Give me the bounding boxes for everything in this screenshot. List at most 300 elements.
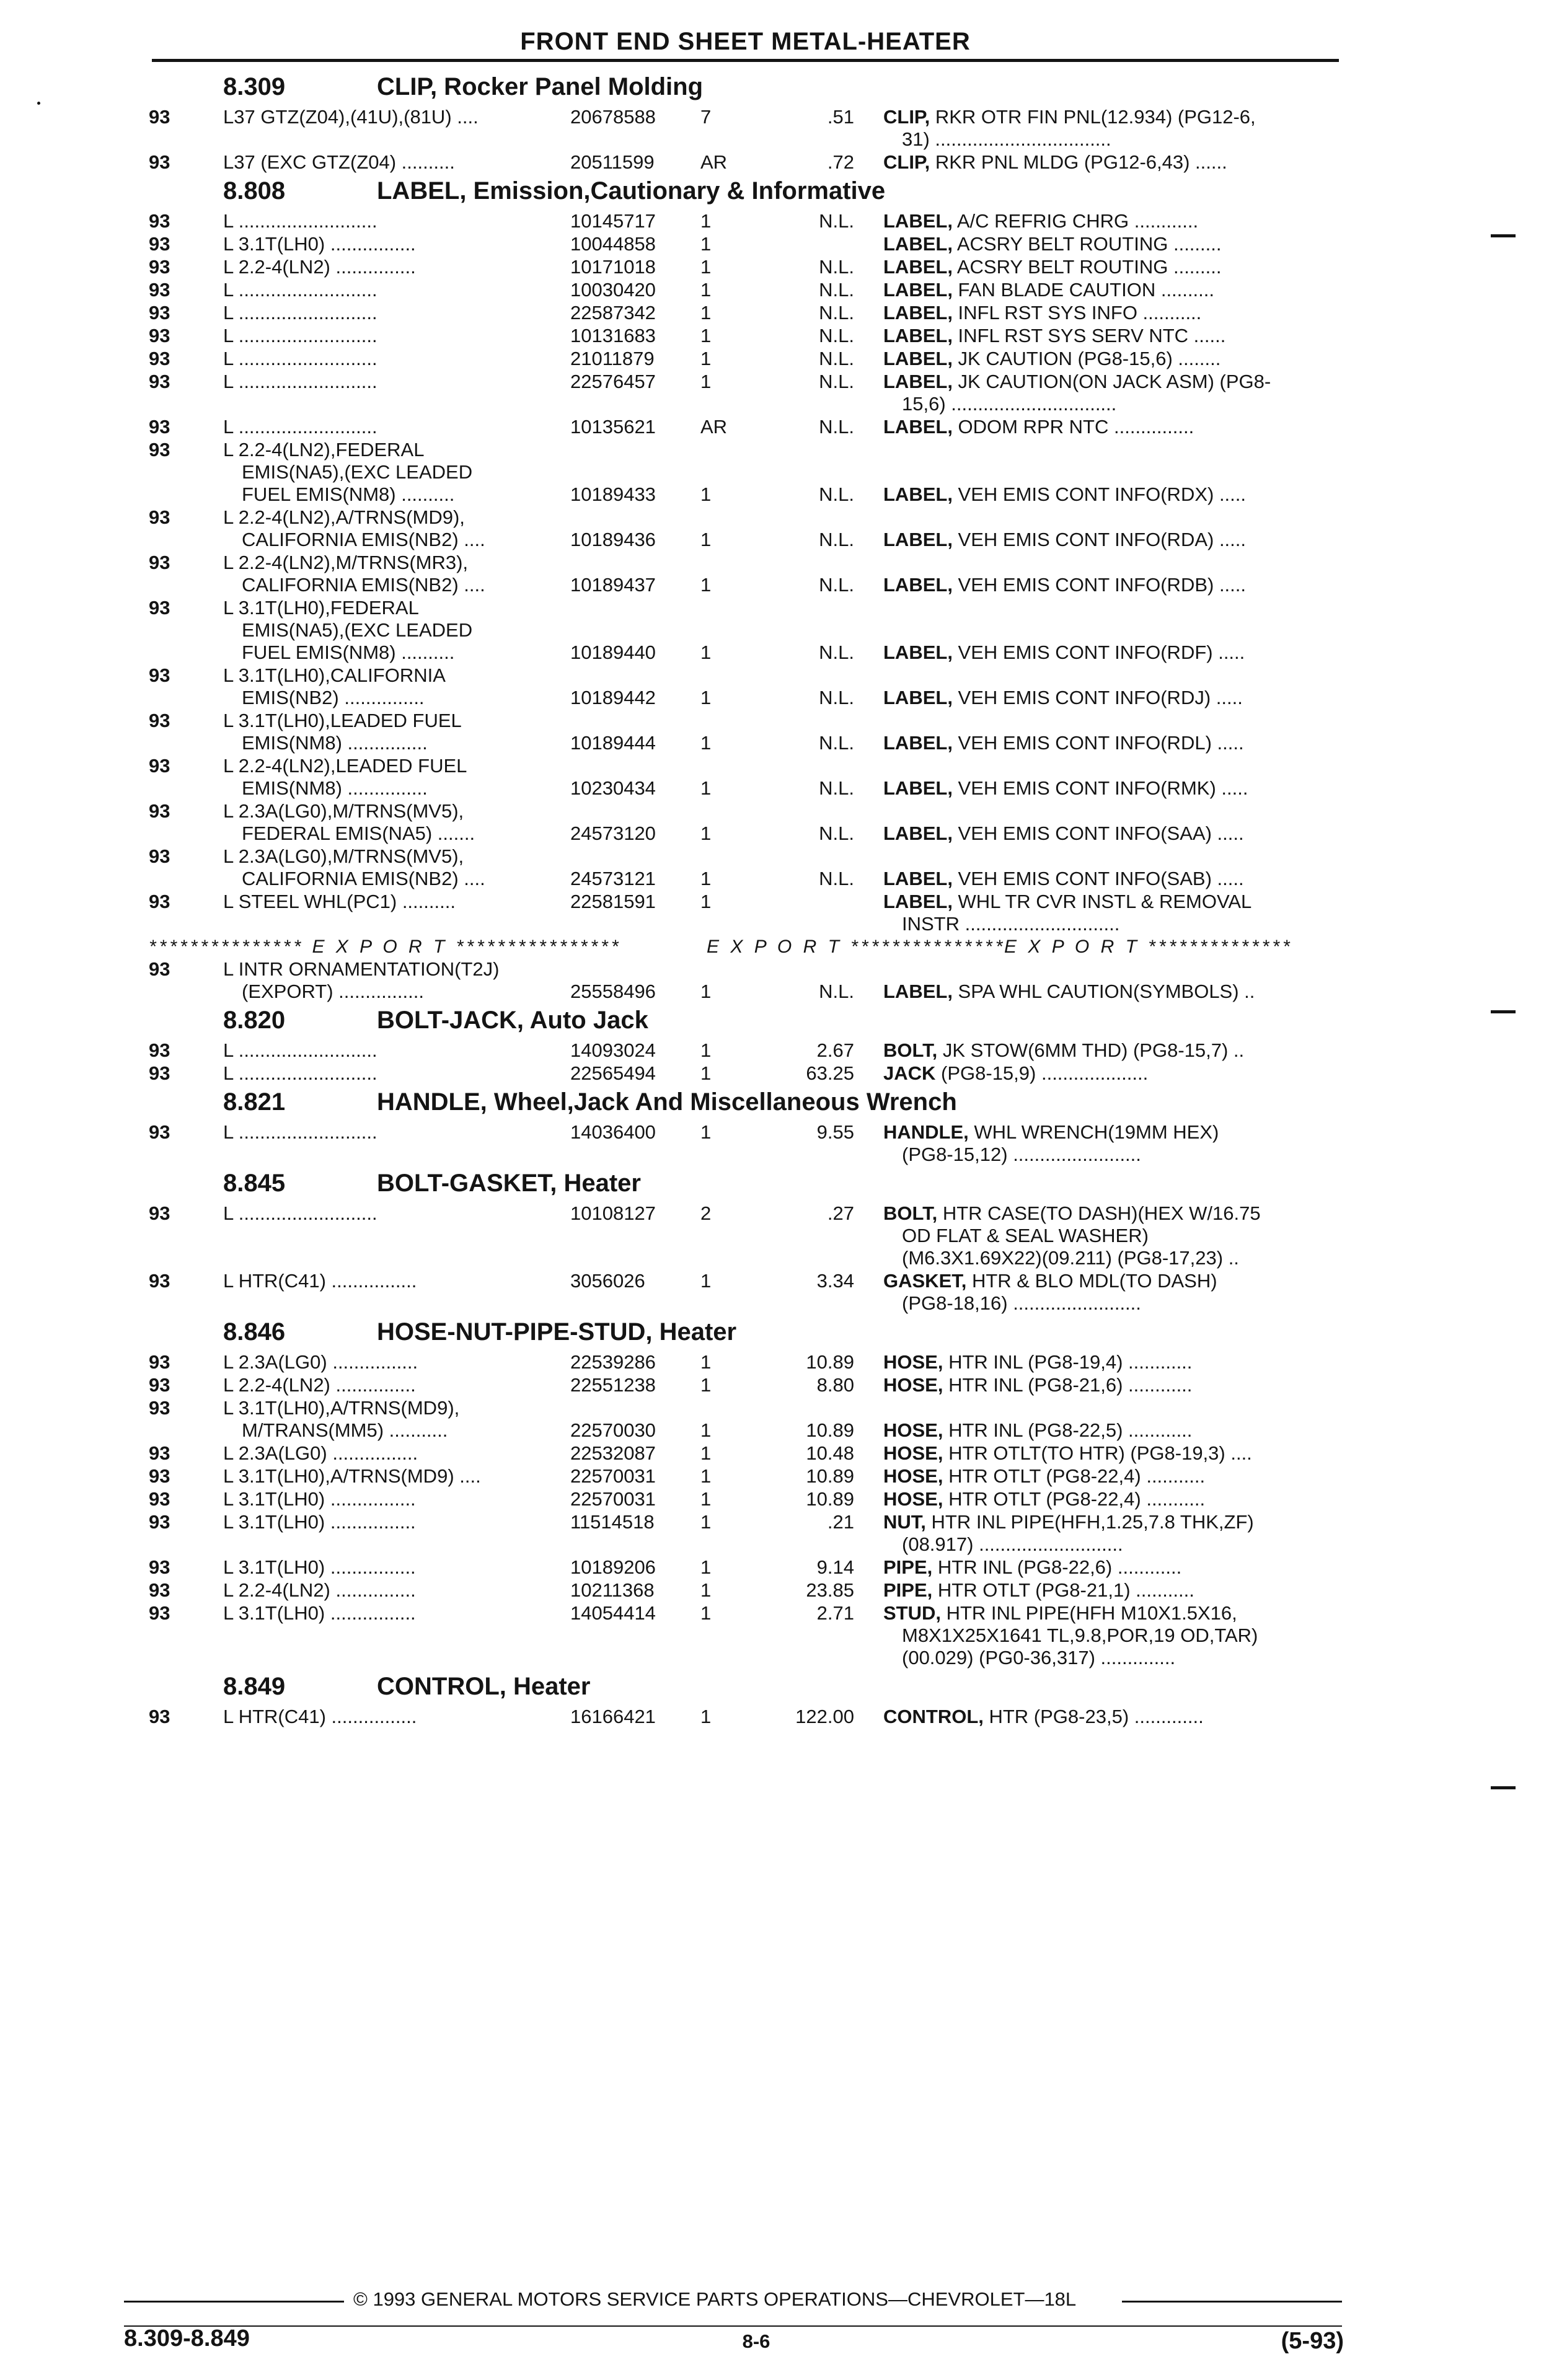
description-name: HOSE, [883,1419,943,1441]
part-number: 10131683 [570,325,656,346]
description-text: VEH EMIS CONT INFO(RDL) ..... [952,732,1244,754]
description-name: LABEL, [883,416,953,438]
description [883,105,1256,129]
parts-row [0,1509,1567,1554]
quantity: 1 [700,732,712,754]
application: L .......................... [223,416,377,438]
description [883,1705,1204,1729]
description-continued: 15,6) ............................... [902,393,1117,415]
description-name: BOLT, [883,1202,938,1224]
model-year: 93 [149,597,170,619]
description [883,1269,1217,1293]
section-heading [0,172,1567,208]
quantity: 1 [700,822,712,844]
model-year: 93 [149,958,170,980]
description-name: GASKET, [883,1270,967,1292]
application: L STEEL WHL(PC1) .......... [223,891,456,912]
description-name: LABEL, [883,732,953,754]
application: L HTR(C41) ................ [223,1270,417,1292]
price: 10.48 [806,1442,854,1464]
parts-row [0,1349,1567,1372]
description [883,278,1214,302]
parts-row [0,208,1567,231]
footer-rule-left [124,2301,344,2303]
application: L 3.1T(LH0) ................ [223,1511,416,1533]
parts-row [0,663,1567,708]
description-name: LABEL, [883,777,953,799]
quantity: 1 [700,1062,712,1084]
price: .51 [827,106,854,128]
parts-row [0,277,1567,300]
description-name: LABEL, [883,348,953,369]
application: L 3.1T(LH0),FEDERAL [223,597,419,619]
section-heading [0,1002,1567,1038]
section-heading [0,1165,1567,1201]
application: L37 (EXC GTZ(Z04) .......... [223,151,455,173]
description [883,301,1201,325]
description [883,686,1243,710]
description-text: INFL RST SYS INFO ........... [952,302,1202,324]
description-continued: (M6.3X1.69X22)(09.211) (PG8-17,23) .. [902,1247,1239,1269]
application: L HTR(C41) ................ [223,1706,417,1727]
application-continued: EMIS(NM8) ............... [242,732,428,754]
part-number: 10189206 [570,1556,656,1578]
price: N.L. [819,574,854,596]
price: N.L. [819,641,854,663]
description [883,209,1198,233]
page-header [0,25,1567,62]
export-marker-left: *************** E X P O R T **************** [149,937,622,957]
parts-row [0,1554,1567,1577]
quantity: AR [700,151,728,173]
description-continued: (08.917) ........................... [902,1533,1123,1555]
parts-row [0,1577,1567,1600]
application: L .......................... [223,1121,377,1143]
application: L .......................... [223,302,377,324]
application-continued: CALIFORNIA EMIS(NB2) .... [242,529,485,550]
description-name: HOSE, [883,1374,943,1396]
description [883,1373,1192,1397]
price: N.L. [819,302,854,324]
model-year: 93 [149,1556,170,1578]
application-continued: CALIFORNIA EMIS(NB2) .... [242,868,485,889]
model-year: 93 [149,210,170,232]
part-number: 10171018 [570,256,656,278]
application: L .......................... [223,1202,377,1224]
description-text: JK CAUTION(ON JACK ASM) (PG8- [952,371,1271,392]
description [883,255,1221,279]
description-text: SPA WHL CAUTION(SYMBOLS) .. [952,981,1255,1002]
part-number: 20678588 [570,106,656,128]
parts-catalog [0,68,1567,1727]
model-year: 93 [149,151,170,173]
description-name: LABEL, [883,256,953,278]
description-name: LABEL, [883,574,953,596]
parts-row [0,1486,1567,1509]
description-text: WHL WRENCH(19MM HEX) [968,1121,1219,1143]
quantity: 1 [700,1419,712,1441]
parts-row [0,844,1567,889]
description-text: RKR OTR FIN PNL(12.934) (PG12-6, [930,106,1256,128]
parts-row [0,595,1567,663]
description-name: LABEL, [883,325,953,346]
description [883,890,1251,914]
section-title: BOLT-JACK, Auto Jack [377,1007,648,1034]
application-continued: EMIS(NM8) ............... [242,777,428,799]
part-number: 10189444 [570,732,656,754]
description-text: ACSRY BELT ROUTING ......... [952,233,1222,255]
description-text: HTR CASE(TO DASH)(HEX W/16.75 [937,1202,1261,1224]
quantity: 1 [700,1351,712,1373]
description [883,1442,1252,1465]
description-text: JK STOW(6MM THD) (PG8-15,7) .. [937,1039,1245,1061]
description [883,867,1244,891]
model-year: 93 [149,1442,170,1464]
model-year: 93 [149,325,170,346]
quantity: 1 [700,1442,712,1464]
price: 9.14 [816,1556,854,1578]
parts-row [0,323,1567,346]
part-number: 14054414 [570,1602,656,1624]
description-continued: 31) ................................. [902,128,1111,150]
price: 3.34 [816,1270,854,1292]
quantity: 1 [700,348,712,369]
parts-row [0,889,1567,934]
application: L 3.1T(LH0),A/TRNS(MD9), [223,1397,460,1419]
description-name: LABEL, [883,233,953,255]
quantity: 1 [700,483,712,505]
part-number: 22570030 [570,1419,656,1441]
quantity: 1 [700,1556,712,1578]
parts-row [0,149,1567,172]
price: N.L. [819,371,854,392]
part-number: 16166421 [570,1706,656,1727]
quantity: 1 [700,574,712,596]
quantity: 1 [700,641,712,663]
section-title: BOLT-GASKET, Heater [377,1170,641,1197]
section-title: HOSE-NUT-PIPE-STUD, Heater [377,1318,737,1346]
description-text: A/C REFRIG CHRG ............ [952,210,1199,232]
description [883,1121,1219,1144]
description [883,1465,1205,1488]
quantity: 1 [700,687,712,708]
section-number: 8.849 [223,1673,286,1700]
application: L 2.3A(LG0) ................ [223,1442,418,1464]
description-text: VEH EMIS CONT INFO(RDB) ..... [952,574,1247,596]
application: L 2.2-4(LN2),LEADED FUEL [223,755,467,777]
price: N.L. [819,279,854,301]
page-number: 8-6 [742,2330,770,2352]
section-heading [0,68,1567,104]
parts-row [0,505,1567,550]
description [883,777,1248,800]
price: N.L. [819,483,854,505]
section-range: 8.309-8.849 [124,2325,250,2351]
description [883,151,1227,174]
quantity: 7 [700,106,712,128]
description-name: PIPE, [883,1579,933,1601]
description [883,415,1194,439]
parts-row [0,956,1567,1002]
footer-rule-right [1122,2301,1342,2303]
model-year: 93 [149,1062,170,1084]
part-number: 10211368 [570,1579,655,1601]
price: 9.55 [816,1121,854,1143]
part-number: 3056026 [570,1270,645,1292]
section-title: LABEL, Emission,Cautionary & Informative [377,177,886,205]
parts-row [0,1440,1567,1463]
application: L 2.2-4(LN2) ............... [223,1579,416,1601]
price: N.L. [819,256,854,278]
quantity: 1 [700,371,712,392]
quantity: 1 [700,302,712,324]
quantity: 1 [700,325,712,346]
description-text: HTR INL (PG8-22,5) ............ [943,1419,1193,1441]
description-text: HTR OTLT (PG8-22,4) ........... [943,1488,1206,1510]
description-text: HTR INL (PG8-21,6) ............ [943,1374,1193,1396]
quantity: 1 [700,210,712,232]
application: L .......................... [223,325,377,346]
description-name: PIPE, [883,1556,933,1578]
description-text: FAN BLADE CAUTION .......... [952,279,1214,301]
parts-row [0,231,1567,254]
description-text: INFL RST SYS SERV NTC ...... [952,325,1226,346]
parts-row [0,753,1567,798]
quantity: 1 [700,1121,712,1143]
application: L .......................... [223,279,377,301]
description-text: HTR OTLT(TO HTR) (PG8-19,3) .... [943,1442,1252,1464]
description-name: LABEL, [883,687,953,708]
model-year: 93 [149,1039,170,1061]
price: N.L. [819,822,854,844]
application: L .......................... [223,1039,377,1061]
section-number: 8.821 [223,1088,286,1116]
quantity: 1 [700,868,712,889]
model-year: 93 [149,348,170,369]
description-text: VEH EMIS CONT INFO(RDF) ..... [952,641,1245,663]
model-year: 93 [149,256,170,278]
description [883,1556,1181,1579]
application: L 3.1T(LH0),CALIFORNIA [223,664,446,686]
part-number: 10230434 [570,777,656,799]
description-continued: M8X1X25X1641 TL,9.8,POR,19 OD,TAR) [902,1624,1258,1646]
description [883,1062,1148,1085]
parts-row [0,1119,1567,1165]
application: L 3.1T(LH0),A/TRNS(MD9) .... [223,1465,481,1487]
description-continued: (PG8-18,16) ........................ [902,1292,1141,1314]
quantity: AR [700,416,728,438]
section-number: 8.309 [223,73,286,100]
description-text: RKR PNL MLDG (PG12-6,43) ...... [930,151,1227,173]
model-year: 93 [149,279,170,301]
description-text: HTR & BLO MDL(TO DASH) [966,1270,1217,1292]
parts-row [0,254,1567,277]
part-number: 22587342 [570,302,656,324]
application: L 3.1T(LH0) ................ [223,1602,416,1624]
description [883,1602,1237,1625]
quantity: 1 [700,1039,712,1061]
description-name: LABEL, [883,891,953,912]
margin-mark [1491,1786,1516,1789]
parts-row [0,1201,1567,1268]
description-text: VEH EMIS CONT INFO(RMK) ..... [952,777,1248,799]
part-number: 22581591 [570,891,656,912]
model-year: 93 [149,710,170,731]
price: N.L. [819,416,854,438]
application: L 2.2-4(LN2),M/TRNS(MR3), [223,552,469,573]
section-title: CONTROL, Heater [377,1673,591,1700]
price: 2.71 [816,1602,854,1624]
description-text: JK CAUTION (PG8-15,6) ........ [952,348,1221,369]
description-name: LABEL, [883,371,953,392]
parts-row [0,798,1567,844]
description-text: HTR INL PIPE(HFH M10X1.5X16, [941,1602,1237,1624]
section-heading [0,1083,1567,1119]
description [883,1039,1244,1062]
model-year: 93 [149,1511,170,1533]
model-year: 93 [149,1202,170,1224]
footer-rule-bottom [124,2325,1342,2327]
description [883,1351,1192,1374]
header-rule [152,59,1339,62]
parts-row [0,1395,1567,1440]
part-number: 14036400 [570,1121,656,1143]
price: 23.85 [806,1579,854,1601]
description-name: HOSE, [883,1442,943,1464]
price: N.L. [819,529,854,550]
description-name: LABEL, [883,210,953,232]
description-name: LABEL, [883,279,953,301]
description-text: VEH EMIS CONT INFO(RDJ) ..... [952,687,1243,708]
part-number: 10189440 [570,641,656,663]
quantity: 1 [700,777,712,799]
application-continued: FEDERAL EMIS(NA5) ....... [242,822,475,844]
description [883,980,1255,1003]
description-text: HTR (PG8-23,5) ............. [983,1706,1204,1727]
description-text: HTR INL PIPE(HFH,1.25,7.8 THK,ZF) [925,1511,1254,1533]
description-name: LABEL, [883,981,953,1002]
model-year: 93 [149,233,170,255]
description-text: VEH EMIS CONT INFO(SAB) ..... [952,868,1244,889]
model-year: 93 [149,1602,170,1624]
application: L .......................... [223,371,377,392]
description-name: HOSE, [883,1488,943,1510]
parts-row [0,550,1567,595]
model-year: 93 [149,1270,170,1292]
application-continued: EMIS(NA5),(EXC LEADED [242,619,473,641]
part-number: 21011879 [570,348,655,369]
model-year: 93 [149,1706,170,1727]
model-year: 93 [149,891,170,912]
application: L 2.3A(LG0) ................ [223,1351,418,1373]
description [883,324,1225,348]
part-number: 25558496 [570,981,656,1002]
model-year: 93 [149,755,170,777]
description-text: VEH EMIS CONT INFO(SAA) ..... [952,822,1244,844]
description [883,1510,1254,1534]
description-continued: INSTR ............................. [902,913,1120,935]
quantity: 1 [700,279,712,301]
part-number: 24573121 [570,868,656,889]
description-name: HOSE, [883,1351,943,1373]
description [883,370,1271,394]
section-number: 8.846 [223,1318,286,1346]
quantity: 1 [700,1579,712,1601]
description-name: BOLT, [883,1039,938,1061]
parts-row [0,1704,1567,1727]
price: N.L. [819,210,854,232]
price: N.L. [819,981,854,1002]
description-name: HANDLE, [883,1121,969,1143]
part-number: 10189436 [570,529,656,550]
description-continued: OD FLAT & SEAL WASHER) [902,1225,1149,1246]
description-text: HTR INL (PG8-19,4) ............ [943,1351,1193,1373]
description-text: HTR OTLT (PG8-22,4) ........... [943,1465,1206,1487]
parts-row [0,1038,1567,1060]
price: N.L. [819,687,854,708]
parts-row [0,414,1567,437]
parts-row [0,1268,1567,1313]
price: N.L. [819,868,854,889]
parts-row [0,437,1567,505]
description-text: WHL TR CVR INSTL & REMOVAL [952,891,1252,912]
quantity: 1 [700,1488,712,1510]
model-year: 93 [149,371,170,392]
model-year: 93 [149,1121,170,1143]
model-year: 93 [149,416,170,438]
price: 10.89 [806,1465,854,1487]
description-continued: (00.029) (PG0-36,317) .............. [902,1647,1176,1668]
application-continued: (EXPORT) ................ [242,981,424,1002]
section-number: 8.845 [223,1170,286,1197]
margin-mark [1491,234,1516,237]
margin-mark [1491,1010,1516,1013]
description-text: (PG8-15,9) .................... [935,1062,1149,1084]
description-name: HOSE, [883,1465,943,1487]
application-continued: FUEL EMIS(NM8) .......... [242,483,455,505]
quantity: 1 [700,233,712,255]
description-text: VEH EMIS CONT INFO(RDX) ..... [952,483,1247,505]
quantity: 1 [700,256,712,278]
parts-row [0,1463,1567,1486]
description-name: CLIP, [883,106,930,128]
part-number: 10189433 [570,483,656,505]
part-number: 22570031 [570,1488,656,1510]
parts-row [0,300,1567,323]
model-year: 93 [149,1351,170,1373]
part-number: 22570031 [570,1465,656,1487]
model-year: 93 [149,1579,170,1601]
application: L 2.3A(LG0),M/TRNS(MV5), [223,800,464,822]
section-title: CLIP, Rocker Panel Molding [377,73,704,100]
quantity: 1 [700,529,712,550]
part-number: 10135621 [570,416,656,438]
quantity: 1 [700,891,712,912]
price: 63.25 [806,1062,854,1084]
model-year: 93 [149,552,170,573]
part-number: 11514518 [570,1511,655,1533]
application: L 2.2-4(LN2),A/TRNS(MD9), [223,506,465,528]
export-divider [0,934,1567,956]
price: .21 [827,1511,854,1533]
parts-row [0,346,1567,369]
section-heading [0,1668,1567,1704]
description-name: LABEL, [883,641,953,663]
section-number: 8.820 [223,1007,286,1034]
parts-row [0,708,1567,753]
description [883,573,1246,597]
model-year: 93 [149,302,170,324]
